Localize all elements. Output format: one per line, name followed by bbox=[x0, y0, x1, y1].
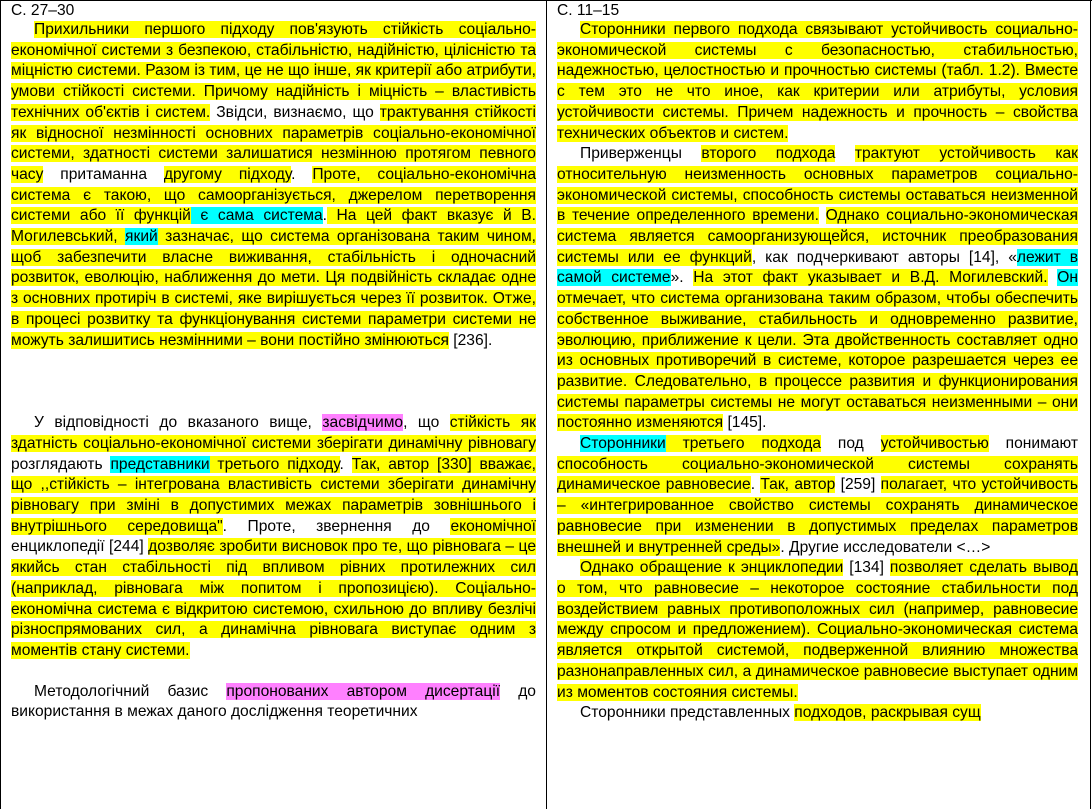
frame-border-left bbox=[0, 0, 1, 809]
highlight-yellow: дозволяє зробити висновок про те, що рівновага – це якийсь стан стабільності під впливом рівних протилежних сил (наприклад, рівновага між попитом і пропозицією). Соціально-економічна система є відкритою системою, схильною до впливу безлічі різноспрямованих сил, а динамічна рівновага виступає одним з моментів стану системи. bbox=[11, 538, 536, 659]
text-run: под bbox=[821, 435, 881, 453]
frame-border-right bbox=[1090, 0, 1091, 809]
highlight-magenta: пропонованих автором дисертації bbox=[226, 682, 501, 700]
text-run: ». bbox=[670, 269, 694, 287]
text-run: понимают bbox=[988, 435, 1078, 453]
highlight-yellow: трактуют устойчивость как относительную неизменность основных параметров социально-экономической системы, способность системы оставаться неизменной в течение определенного времени. bbox=[557, 145, 1078, 225]
highlight-yellow: второго подхода bbox=[701, 145, 836, 163]
text-run: , що bbox=[403, 414, 450, 432]
highlight-yellow: отмечает, что система организована таким образом, чтобы обеспечить собственное выживание, стабильность и одновременно развитие, эволюцию, приближение к цели. Эта двойственность составляет одно из основных противоречий в системе, которое разрешается через ее развитие. Следовательно, в процессе развития и функционирования системы параметры системы не могут оставаться неизменными – они постоянно изменяются bbox=[557, 290, 1078, 432]
highlight-yellow: устойчивостью bbox=[880, 435, 989, 453]
left-spacer-2 bbox=[11, 662, 536, 682]
text-run: [145]. bbox=[723, 414, 767, 432]
text-run: . bbox=[322, 207, 327, 225]
text-run: притаманна bbox=[43, 165, 164, 183]
highlight-yellow: Сторонники первого подхода связывают устойчивость социально-экономической системы с безопасностью, стабильностью, надежностью, целостностью и прочностью системы (табл. 1.2). Вместе с тем это не что иное, как критерии или атрибуты, условия устойчивости системы. Причем надежность и прочность – свойства технических объектов и систем. bbox=[557, 21, 1078, 142]
highlight-yellow: зазначає, що система організована таким чином, щоб забезпечити власне виживання, стабільність і одночасний розвиток, еволюцію, наближення до мети. Ця подвійність складає одне з основних протиріч в системі, яке вирішується через її розвиток. Отже, в процесі розвитку та функціонування системи параметри системи не можуть залишитись незмінними – вони постійно змінюються bbox=[11, 228, 536, 349]
text-run: . Проте, звернення до bbox=[222, 517, 451, 535]
left-paragraph-3 bbox=[11, 682, 536, 723]
highlight-cyan: Сторонники bbox=[580, 435, 666, 453]
right-paragraph-3 bbox=[557, 434, 1078, 558]
highlight-yellow: Так, автор bbox=[760, 476, 836, 494]
left-paragraph-2 bbox=[11, 413, 536, 661]
highlight-yellow: позволяет сделать вывод о том, что равновесие – некоторое состояние стабильности под воздействием равных противоположных сил (например, равновесие между спросом и предложением). Социально-экономическая система является открытой системой, подверженной влиянию множества разнонаправленных сил, а динамическое равновесие выступает одним из моментов состояния системы. bbox=[557, 559, 1078, 701]
right-paragraph-1 bbox=[557, 20, 1078, 144]
text-run: Сторонники представленных bbox=[580, 704, 795, 722]
text-run: Приверженцы bbox=[580, 145, 702, 163]
highlight-yellow: На цей факт вказує й В. Могилевський, bbox=[11, 207, 537, 246]
highlight-magenta: засвідчимо bbox=[322, 414, 404, 432]
highlight-yellow: стійкість як здатність соціально-економічної системи зберігати динамічну рівновагу bbox=[11, 414, 536, 452]
text-run: . bbox=[339, 455, 352, 473]
highlight-yellow: третього підходу bbox=[209, 455, 340, 473]
highlight-cyan: який bbox=[125, 228, 158, 246]
highlight-yellow: Так, автор [330] вважає, що ,,стійкість – інтегрована властивість системи зберігати динамічну рівновагу при зміні в допустимих межах параметрів зовнішнього і внутрішнього середовища" bbox=[11, 455, 536, 535]
highlight-cyan: представники bbox=[110, 455, 210, 473]
highlight-yellow: другому підходу bbox=[163, 165, 292, 183]
right-paragraph-5 bbox=[557, 703, 1078, 724]
right-paragraph-2 bbox=[557, 144, 1078, 434]
highlight-yellow: Прихильники першого підходу пов'язують стійкість соціально-економічної системи з безпекою, стабільністю, надійністю, цілісністю та міцністю системи. Разом із тим, це не що інше, як критерії або атрибути, умови стійкості системи. Причому надійність і міцність – властивість технічних об'єктів і систем. bbox=[11, 21, 536, 121]
highlight-yellow: трактування стійкості як відносної незмінності основних параметрів соціально-економічної системи, здатності системи залишатися незмінною протягом певного часу bbox=[11, 103, 536, 183]
text-run bbox=[1048, 269, 1058, 286]
highlight-yellow: полагает, что устойчивость – «интегрированное свойство системы сохранять динамическое равновесие при изменении в допустимых пределах параметров внешней и внутренней среды» bbox=[557, 476, 1078, 556]
right-page-reference: С. 11–15 bbox=[557, 2, 620, 19]
right-paragraph-4 bbox=[557, 558, 1078, 703]
text-run: енциклопедії [244] bbox=[11, 538, 149, 556]
left-paragraph-1 bbox=[11, 20, 536, 351]
highlight-yellow: Проте, соціально-економічна система є такою, що самоорганізується, джерелом перетворення системи або її функцій bbox=[11, 165, 537, 225]
left-spacer bbox=[11, 351, 536, 413]
text-run: , как подчеркивают авторы [14], « bbox=[751, 248, 1017, 266]
text-run: . bbox=[750, 476, 761, 494]
text-run: [236]. bbox=[448, 331, 493, 349]
right-column-russian-text bbox=[557, 0, 1078, 724]
highlight-cyan: лежит в самой системе bbox=[557, 248, 1078, 287]
text-run: У відповідності до вказаного вище, bbox=[34, 414, 323, 432]
highlight-yellow: Однако социально-экономическая система является самоорганизующейся, источник преобразования системы или ее функций bbox=[557, 207, 1078, 266]
highlight-yellow: подходов, раскрывая сущ bbox=[794, 704, 981, 722]
left-column-ukrainian-text bbox=[11, 0, 536, 723]
text-run: [134] bbox=[843, 559, 890, 577]
highlight-yellow: третьего подхода bbox=[665, 435, 821, 453]
text-run: до використання в межах даного дослідження теоретичних bbox=[11, 682, 536, 721]
highlight-cyan: є сама система bbox=[190, 207, 323, 225]
highlight-yellow: економічної bbox=[450, 517, 537, 535]
highlight-yellow: способность социально-экономической системы сохранять динамическое равновесие bbox=[557, 455, 1078, 494]
column-divider bbox=[546, 0, 547, 809]
text-run: Звідси, визнаємо, що bbox=[210, 103, 380, 121]
highlight-yellow: Однако обращение к энциклопедии bbox=[580, 559, 844, 577]
text-run: розглядають bbox=[11, 455, 111, 473]
text-run bbox=[835, 145, 854, 162]
text-run: Методологічний базис bbox=[34, 682, 227, 700]
highlight-yellow: На этот факт указывает и В.Д. Могилевский. bbox=[693, 269, 1048, 287]
text-run: . Другие исследователи <…> bbox=[780, 538, 991, 556]
highlight-cyan: Он bbox=[1057, 269, 1078, 287]
text-run: . bbox=[291, 165, 313, 183]
text-run: [259] bbox=[835, 476, 881, 494]
text-run bbox=[819, 207, 826, 224]
left-page-reference: С. 27–30 bbox=[11, 2, 75, 19]
